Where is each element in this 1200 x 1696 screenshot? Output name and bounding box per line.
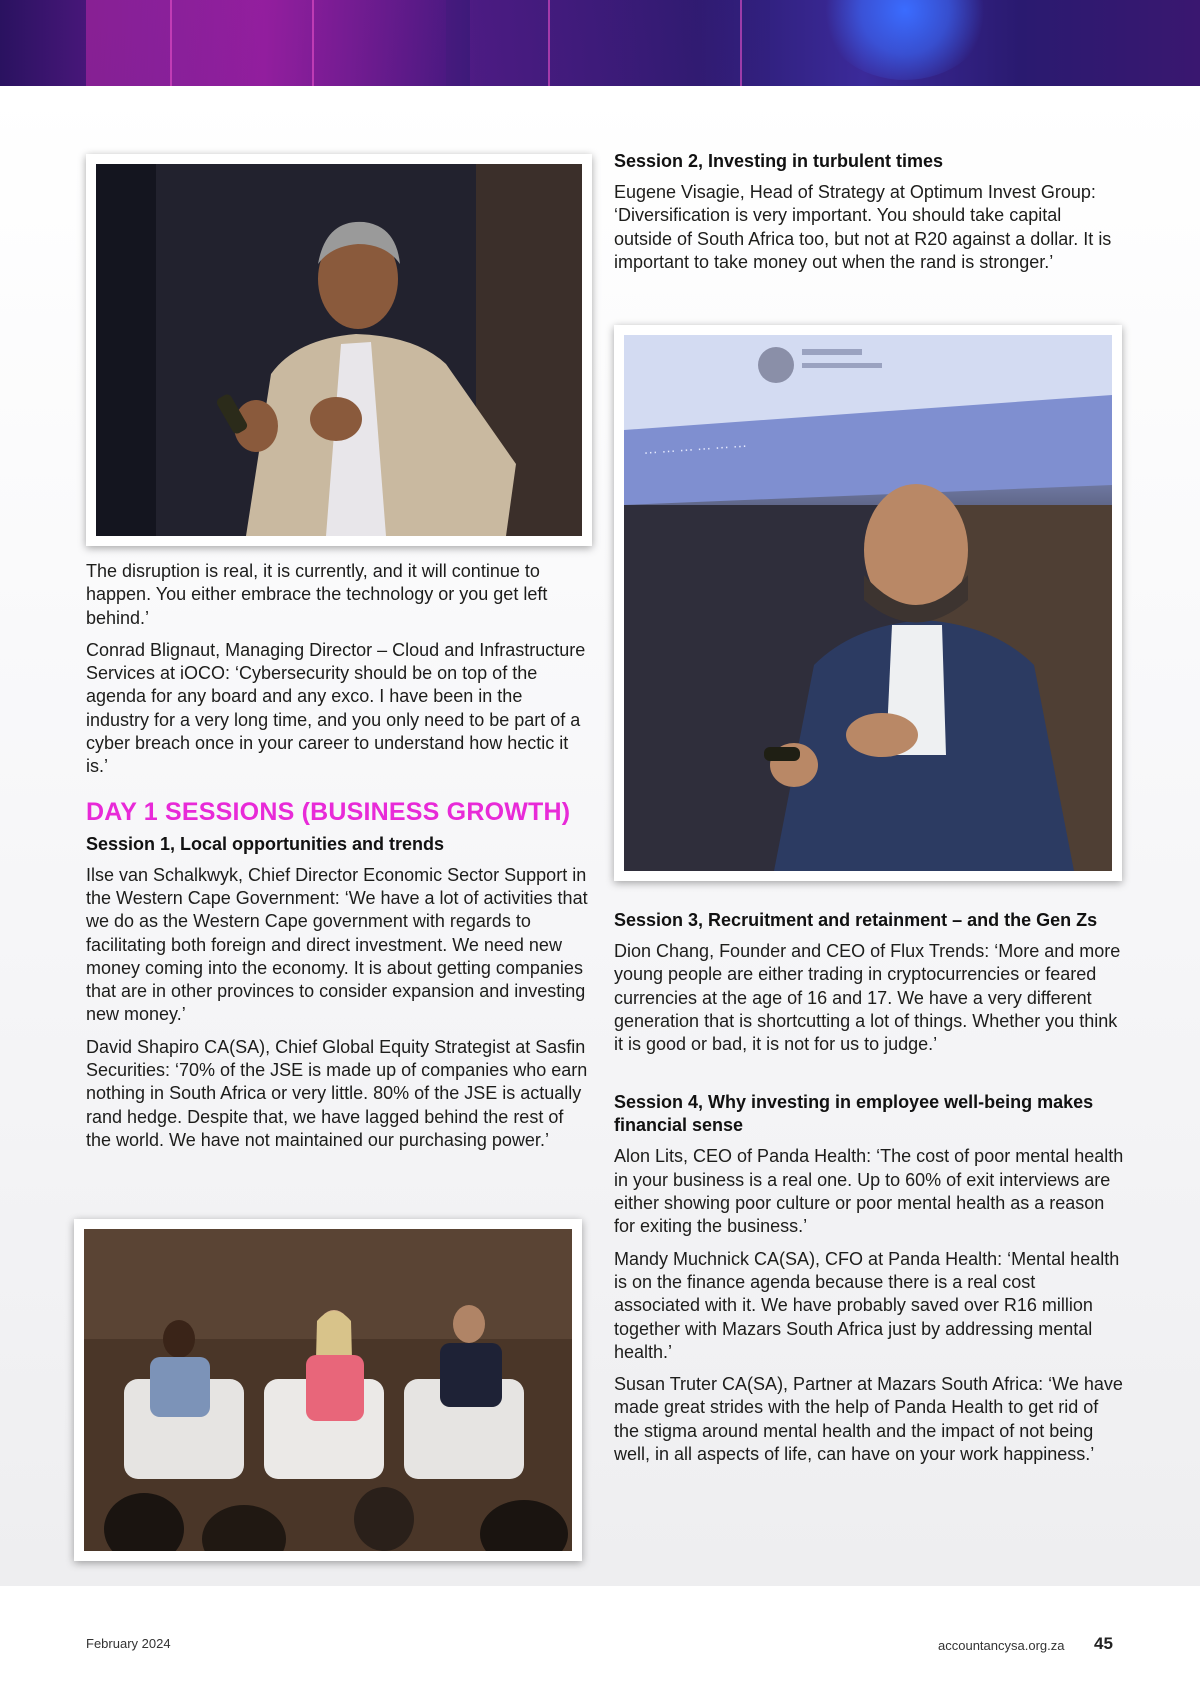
footer-website: accountancysa.org.za (938, 1638, 1065, 1653)
session-1-paragraph-2: David Shapiro CA(SA), Chief Global Equity Strategist at Sasfin Securities: ‘70% of the JSE is made up of companies who earn nothing in South Africa or very little. 80% of the JSE is actually rand hedge. Despite that, we have lagged behind the rest of the world. We have not maintained our purchasing power.’ (86, 1036, 588, 1150)
photo-speaker-blue-suit (614, 325, 1122, 881)
footer-date: February 2024 (86, 1636, 171, 1651)
left-paragraph-1: The disruption is real, it is currently, and it will continue to happen. You either embrace the technology or you get left behind.’ (86, 561, 548, 628)
session-3-title: Session 3, Recruitment and retainment – and the Gen Zs (614, 910, 1098, 930)
session-1-title: Session 1, Local opportunities and trends (86, 833, 445, 854)
session-4-paragraph-2: Mandy Muchnick CA(SA), CFO at Panda Health: ‘Mental health is on the finance agenda because there is a real cost associated with it. We have probably saved over R16 million together with Mazars South Africa just by addressing mental health.’ (614, 1248, 1120, 1362)
session-1-paragraph-1: Ilse van Schalkwyk, Chief Director Economic Sector Support in the Western Cape Government: ‘We have a lot of activities that we do as the Western Cape government with regards to facilitating both foreign and direct investment. We need new money coming into the economy. It is about getting companies that are in other provinces to consider expansion and investing new money.’ (86, 864, 588, 1025)
session-3-paragraph: Dion Chang, Founder and CEO of Flux Trends: ‘More and more young people are either trading in cryptocurrencies or feared currencies at the age of 16 and 17. We have a very different generation that is shortcutting a lot of things. Whether you think it is good or bad, it is not for us to judge.’ (614, 941, 1121, 1055)
header-banner-image (0, 0, 1200, 86)
section-heading: DAY 1 SESSIONS (BUSINESS GROWTH) (86, 797, 571, 826)
photo-speaker-beige-suit (86, 154, 592, 546)
page-number: 45 (1094, 1634, 1113, 1653)
right-column-bottom (614, 909, 1124, 1475)
left-column (86, 560, 590, 1161)
session-4-paragraph-1: Alon Lits, CEO of Panda Health: ‘The cost of poor mental health in your business is a real one. Up to 60% of exit interviews are either showing poor culture or poor mental health as a reason for exiting the business.’ (614, 1146, 1124, 1237)
session-4-paragraph-3: Susan Truter CA(SA), Partner at Mazars South Africa: ‘We have made great strides with the help of Panda Health to get rid of the stigma around mental health and the impact of not being well, in all aspects of life, can have on your work happiness.’ (614, 1374, 1123, 1465)
session-2-title: Session 2, Investing in turbulent times (614, 151, 944, 171)
right-column-top (614, 150, 1124, 283)
session-2-paragraph: Eugene Visagie, Head of Strategy at Optimum Invest Group: ‘Diversification is very important. You should take capital outside of South Africa too, but not at R20 against a dollar. It is important to take money out when the rand is stronger.’ (614, 182, 1112, 272)
svg-text:··· ··· ··· ··· ··· ···: ··· ··· ··· ··· ··· ··· (643, 436, 748, 460)
photo-panel-discussion (74, 1219, 582, 1561)
session-4-title: Session 4, Why investing in employee well-being makes financial sense (614, 1092, 1094, 1136)
left-paragraph-2: Conrad Blignaut, Managing Director – Cloud and Infrastructure Services at iOCO: ‘Cybersecurity should be on top of the agenda for any board and any exco. I have been in the industry for a very long time, and you only need to be part of a cyber breach once in your career to understand how hectic it is.’ (86, 639, 586, 777)
